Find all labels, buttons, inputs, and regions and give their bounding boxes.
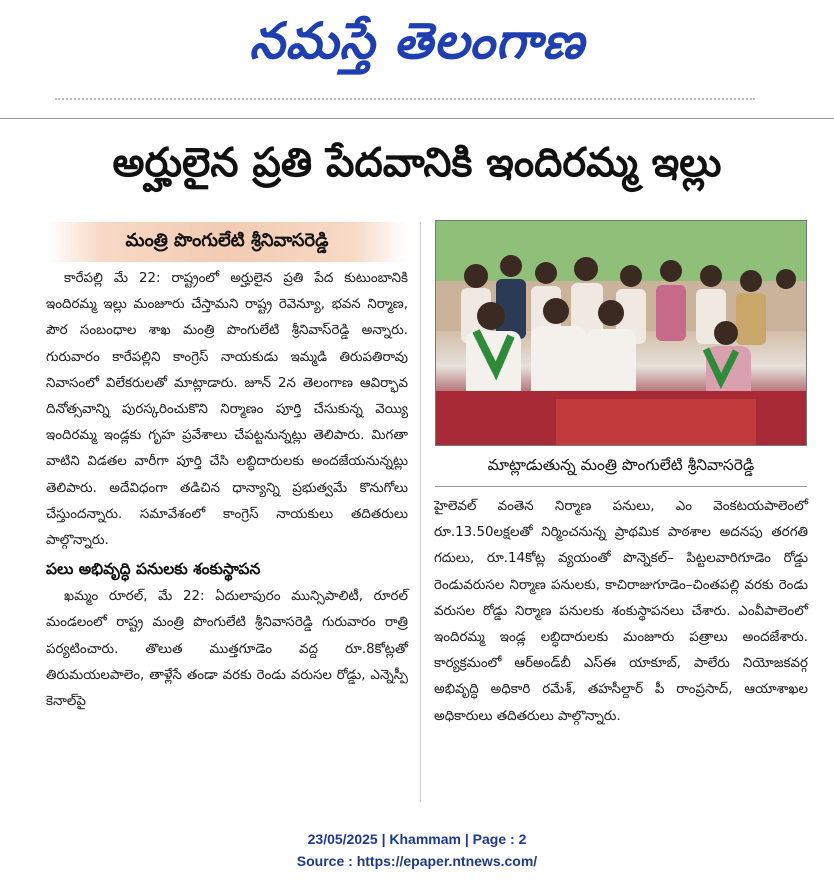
- news-photo: [435, 220, 807, 446]
- story1-paragraph: కారేపల్లి మే 22: రాష్ట్రంలో అర్హులైన ప్రతి పేద కుటుంబానికి ఇందిరమ్మ ఇల్లు మంజూరు చేస్తామని రాష్ట్ర రెవెన్యూ, భవన నిర్మాణ, పౌర సంబంధాల శాఖ మంత్రి పొంగులేటి శ్రీనివాస్‌రెడ్డి అన్నారు. గురువారం కారేపల్లిని కాంగ్రెస్ నాయకుడు ఇమ్మడి తిరుపతిరావు నివాసంలో విలేకరులతో మాట్లాడారు. జూన్ 2న తెలంగాణ ఆవిర్భావ దినోత్సవాన్ని పురస్కరించుకొని నిర్మాణం పూర్తి చేసుకున్న వెయ్యి ఇందిరమ్మ ఇండ్లకు గృహ ప్రవేశాలు చేపట్టనున్నట్లు తెలిపారు. మిగతా వాటిని విడతల వారీగా పూర్తి చేసి లబ్ధిదారులకు అందజేయనున్నట్లు తెలిపారు. అదేవిధంగా తడిచిన ధాన్యాన్ని ప్రభుత్వమే కొనుగోలు చేస్తుందన్నారు. సమావేశంలో కాంగ్రెస్ నాయకులు తదితరులు పాల్గొన్నారు.: [46, 271, 408, 549]
- byline: మంత్రి పొంగులేటి శ్రీనివాసరెడ్డి: [48, 222, 406, 262]
- footer-date-line: 23/05/2025 | Khammam | Page : 2: [307, 831, 527, 847]
- page-edge-rule: [0, 118, 834, 119]
- story2-subhead: పలు అభివృద్ధి పనులకు శంకుస్థాపన: [46, 560, 261, 579]
- footer: [0, 828, 834, 872]
- footer-source-line: Source : https://epaper.ntnews.com/: [296, 853, 538, 869]
- left-column: [46, 266, 408, 715]
- column-divider: [420, 222, 421, 802]
- right-column: [434, 494, 808, 730]
- headline: అర్హులైన ప్రతి పేదవానికి ఇందిరమ్మ ఇల్లు: [112, 140, 722, 186]
- masthead-title: నమస్తే తెలంగాణ: [249, 12, 585, 70]
- photo-caption: మాట్లాడుతున్న మంత్రి పొంగులేటి శ్రీనివాసరెడ్డి: [435, 447, 807, 487]
- story2-left-text: ఖమ్మం రూరల్, మే 22: ఏదులాపురం మున్సిపాలిటీ, రూరల్ మండలంలో రాష్ట్ర మంత్రి పొంగులేటి శ్రీనివాసరెడ్డి గురువారం రాత్రి పర్యటించారు. తొలుత ముత్తగూడెం వద్ద రూ.8కోట్లతో తిరుమయలపాలెం, తాళ్లేసే తండా వరకు రెండు వరుసల రోడ్డు, ఎన్నెస్పీ కెనాల్‌పై: [46, 589, 408, 710]
- news-photo-image: [436, 221, 807, 446]
- masthead: [0, 0, 834, 95]
- story2-right-text: హైలెవల్ వంతెన నిర్మాణ పనులు, ఎం వెంకటయపాలెంలో రూ.13.50లక్షలతో నిర్మించనున్న ప్రాథమిక పాఠశాల అదనపు తరగతి గదులు, రూ.14కోట్ల వ్యయంతో పొన్నెకల్– పిట్టలవారిగూడెం రోడ్డు రెండువరుసల నిర్మాణ పనులకు, కాచిరాజుగూడెం–చింతపల్లి వరకు రెండు వరుసల రోడ్డు నిర్మాణ పనులకు శంకుస్థాపనలు చేశారు. ఎంవీపాలెంలో ఇందిరమ్మ ఇండ్ల లబ్ధిదారులకు మంజూరు పత్రాలు అందజేశారు. కార్యక్రమంలో ఆర్‌అండ్‌బీ ఎస్‌ఈ యాకూబ్, పాలేరు నియోజకవర్గ అభివృద్ధి అధికారి రమేశ్, తహసీల్దార్ పీ రాంప్రసాద్, ఆయాశాఖల అధికారులు తదితరులు పాల్గొన్నారు.: [434, 499, 808, 724]
- masthead-rule: [55, 98, 755, 102]
